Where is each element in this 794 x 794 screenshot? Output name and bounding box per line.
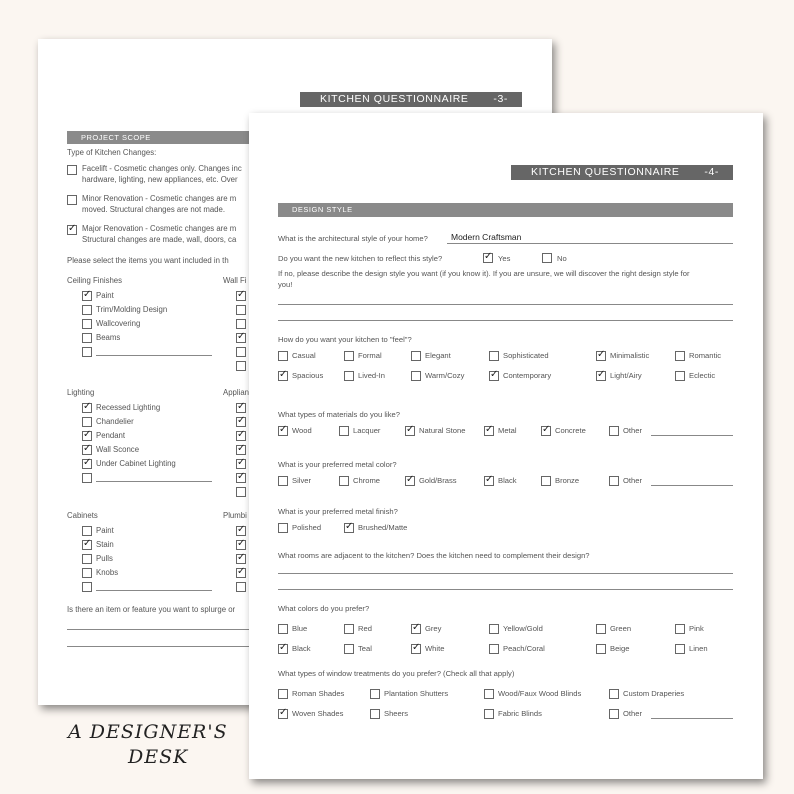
window-label-sheers: Sheers	[384, 709, 409, 718]
lighting-checkbox-wall-sconce[interactable]	[82, 445, 92, 455]
feel-checkbox-romantic[interactable]	[675, 351, 685, 361]
feel-label-sophisticated: Sophisticated	[503, 351, 549, 360]
feel-label-formal: Formal	[358, 351, 382, 360]
material-label-concrete: Concrete	[555, 426, 586, 435]
ceiling-label-paint: Paint	[96, 291, 114, 300]
architecture-answer-line	[447, 243, 733, 244]
window-checkbox-woven-shades[interactable]	[278, 709, 288, 719]
page-4-title: KITCHEN QUESTIONNAIRE	[531, 166, 680, 178]
reflect-no-checkbox[interactable]	[542, 253, 552, 263]
color-checkbox-linen[interactable]	[675, 644, 685, 654]
feel-checkbox-lived-in[interactable]	[344, 371, 354, 381]
feel-label-casual: Casual	[292, 351, 316, 360]
metal-color-label-bronze: Bronze	[555, 476, 580, 485]
color-checkbox-pink[interactable]	[675, 624, 685, 634]
describe-style-question: If no, please describe the design style you want (if you know it). If you are unsure, we will discover the right design style for	[278, 269, 690, 278]
metal-color-label-other: Other	[623, 476, 642, 485]
color-checkbox-beige[interactable]	[596, 644, 606, 654]
lighting-other-line[interactable]	[96, 481, 212, 482]
architecture-answer[interactable]: Modern Craftsman	[451, 232, 522, 242]
color-label-green: Green	[610, 624, 632, 633]
metal-color-checkbox-gold-brass[interactable]	[405, 476, 415, 486]
window-checkbox-roman-shades[interactable]	[278, 689, 288, 699]
color-checkbox-black[interactable]	[278, 644, 288, 654]
feel-question: How do you want your kitchen to "feel"?	[278, 335, 412, 344]
color-label-black: Black	[292, 644, 311, 653]
color-label-beige: Beige	[610, 644, 630, 653]
material-label-wood: Wood	[292, 426, 312, 435]
feel-label-spacious: Spacious	[292, 371, 324, 380]
window-treatments-question: What types of window treatments do you prefer? (Check all that apply)	[278, 669, 515, 678]
ceiling-label-wallcovering: Wallcovering	[96, 319, 141, 328]
material-checkbox-natural-stone[interactable]	[405, 426, 415, 436]
select-items-prompt: Please select the items you want included in th	[67, 256, 229, 265]
feel-checkbox-formal[interactable]	[344, 351, 354, 361]
cabinets-label-knobs: Knobs	[96, 568, 119, 577]
metal-color-label-chrome: Chrome	[353, 476, 381, 485]
color-checkbox-teal[interactable]	[344, 644, 354, 654]
ceiling-other-line[interactable]	[96, 355, 212, 356]
page-4-title-bar	[511, 165, 733, 180]
appliance-heading: Applian	[223, 388, 250, 397]
metal-color-checkbox-bronze[interactable]	[541, 476, 551, 486]
feel-label-minimalistic: Minimalistic	[610, 351, 650, 360]
finish-checkbox-brushed-matte[interactable]	[344, 523, 354, 533]
describe-answer-line-1[interactable]	[278, 304, 733, 305]
change-facelift-line2: hardware, lighting, new appliances, etc. Over	[82, 175, 238, 184]
window-checkbox-custom-draperies[interactable]	[609, 689, 619, 699]
reflect-style-question: Do you want the new kitchen to reflect this style?	[278, 254, 443, 263]
colors-question: What colors do you prefer?	[278, 604, 370, 613]
ceiling-label-beams: Beams	[96, 333, 121, 342]
appliance-checkbox[interactable]	[236, 487, 246, 497]
material-label-lacquer: Lacquer	[353, 426, 381, 435]
material-checkbox-wood[interactable]	[278, 426, 288, 436]
window-label-plantation-shutters: Plantation Shutters	[384, 689, 449, 698]
finish-checkbox-polished[interactable]	[278, 523, 288, 533]
describe-style-question-cont: you!	[278, 280, 293, 289]
metal-finish-question: What is your preferred metal finish?	[278, 507, 398, 516]
material-label-other: Other	[623, 426, 642, 435]
page-3-title-bar	[300, 92, 522, 107]
splurge-prompt: Is there an item or feature you want to splurge or	[67, 605, 236, 614]
ceiling-checkbox-wallcovering[interactable]	[82, 319, 92, 329]
material-checkbox-lacquer[interactable]	[339, 426, 349, 436]
material-checkbox-other[interactable]	[609, 426, 619, 436]
page-4-number: -4-	[704, 166, 719, 178]
cabinets-heading: Cabinets	[67, 511, 98, 520]
wall-checkbox[interactable]	[236, 319, 246, 329]
appliance-checkbox[interactable]	[236, 445, 246, 455]
plumbing-checkbox[interactable]	[236, 582, 246, 592]
window-label-roman-shades: Roman Shades	[292, 689, 345, 698]
color-label-grey: Grey	[425, 624, 442, 633]
change-minor-line1: Minor Renovation - Cosmetic changes are m	[82, 194, 237, 203]
appliance-checkbox[interactable]	[236, 473, 246, 483]
lighting-checkbox-pendant[interactable]	[82, 431, 92, 441]
change-major-line2: Structural changes are made, wall, doors, ca	[82, 235, 237, 244]
page-3-section-title: PROJECT SCOPE	[81, 133, 151, 142]
ceiling-checkbox-blank[interactable]	[82, 347, 92, 357]
feel-checkbox-sophisticated[interactable]	[489, 351, 499, 361]
reflect-no-label: No	[557, 254, 567, 263]
metal-color-checkbox-silver[interactable]	[278, 476, 288, 486]
color-label-teal: Teal	[358, 644, 372, 653]
cabinets-checkbox-pulls[interactable]	[82, 554, 92, 564]
ceiling-checkbox-paint[interactable]	[82, 291, 92, 301]
feel-label-lived-in: Lived-In	[358, 371, 386, 380]
metal-color-checkbox-other[interactable]	[609, 476, 619, 486]
cabinets-checkbox-blank[interactable]	[82, 582, 92, 592]
metal-color-label-black: Black	[498, 476, 517, 485]
feel-label-elegant: Elegant	[425, 351, 451, 360]
color-checkbox-green[interactable]	[596, 624, 606, 634]
wall-checkbox[interactable]	[236, 333, 246, 343]
color-label-pink: Pink	[689, 624, 704, 633]
feel-checkbox-minimalistic[interactable]	[596, 351, 606, 361]
lighting-label-pendant: Pendant	[96, 431, 126, 440]
window-checkbox-wood-faux-wood-blinds[interactable]	[484, 689, 494, 699]
change-checkbox-minor[interactable]	[67, 195, 77, 205]
feel-label-light-airy: Light/Airy	[610, 371, 642, 380]
color-label-white: White	[425, 644, 445, 653]
window-label-wood-faux-wood-blinds: Wood/Faux Wood Blinds	[498, 689, 582, 698]
design-style-section-bar	[278, 203, 733, 217]
feel-checkbox-elegant[interactable]	[411, 351, 421, 361]
wall-checkbox[interactable]	[236, 361, 246, 371]
lighting-checkbox-under-cabinet-lighting[interactable]	[82, 459, 92, 469]
appliance-checkbox[interactable]	[236, 417, 246, 427]
rooms-answer-line-1[interactable]	[278, 573, 733, 574]
feel-checkbox-light-airy[interactable]	[596, 371, 606, 381]
lighting-heading: Lighting	[67, 388, 95, 397]
color-checkbox-peach-coral[interactable]	[489, 644, 499, 654]
color-checkbox-white[interactable]	[411, 644, 421, 654]
materials-question: What types of materials do you like?	[278, 410, 400, 419]
splurge-answer-line[interactable]	[67, 629, 257, 630]
lighting-checkbox-blank[interactable]	[82, 473, 92, 483]
change-checkbox-facelift[interactable]	[67, 165, 77, 175]
material-label-metal: Metal	[498, 426, 517, 435]
reflect-yes-checkbox[interactable]	[483, 253, 493, 263]
appliance-checkbox[interactable]	[236, 459, 246, 469]
plumbing-checkbox[interactable]	[236, 554, 246, 564]
cabinets-checkbox-stain[interactable]	[82, 540, 92, 550]
change-checkbox-major[interactable]	[67, 225, 77, 235]
page-3-section-bar	[67, 131, 267, 144]
color-checkbox-grey[interactable]	[411, 624, 421, 634]
metal-color-label-silver: Silver	[292, 476, 311, 485]
window-checkbox-fabric-blinds[interactable]	[484, 709, 494, 719]
ceiling-label-trim-molding-design: Trim/Molding Design	[96, 305, 168, 314]
lighting-label-under-cabinet-lighting: Under Cabinet Lighting	[96, 459, 176, 468]
brand-line-2: DESK	[128, 746, 189, 768]
cabinets-label-paint: Paint	[96, 526, 114, 535]
lighting-label-recessed-lighting: Recessed Lighting	[96, 403, 161, 412]
questionnaire-page-4	[249, 113, 763, 779]
window-checkbox-other[interactable]	[609, 709, 619, 719]
page-3-title: KITCHEN QUESTIONNAIRE	[320, 93, 469, 105]
feel-label-warm-cozy: Warm/Cozy	[425, 371, 465, 380]
feel-label-eclectic: Eclectic	[689, 371, 716, 380]
lighting-label-chandelier: Chandelier	[96, 417, 134, 426]
window-label-custom-draperies: Custom Draperies	[623, 689, 685, 698]
material-label-natural-stone: Natural Stone	[419, 426, 466, 435]
window-label-woven-shades: Woven Shades	[292, 709, 344, 718]
plumbing-checkbox[interactable]	[236, 526, 246, 536]
window-label-fabric-blinds: Fabric Blinds	[498, 709, 542, 718]
materials-other-line[interactable]	[651, 435, 733, 436]
plumbing-heading: Plumbi	[223, 511, 247, 520]
wall-checkbox[interactable]	[236, 291, 246, 301]
wall-checkbox[interactable]	[236, 305, 246, 315]
cabinets-other-line[interactable]	[96, 590, 212, 591]
color-label-linen: Linen	[689, 644, 708, 653]
appliance-checkbox[interactable]	[236, 403, 246, 413]
feel-checkbox-warm-cozy[interactable]	[411, 371, 421, 381]
describe-answer-line-2[interactable]	[278, 320, 733, 321]
lighting-label-wall-sconce: Wall Sconce	[96, 445, 140, 454]
window-checkbox-sheers[interactable]	[370, 709, 380, 719]
change-minor-line2: moved. Structural changes are not made.	[82, 205, 226, 214]
rooms-answer-line-2[interactable]	[278, 589, 733, 590]
change-major-line1: Major Renovation - Cosmetic changes are m	[82, 224, 237, 233]
adjacent-rooms-question: What rooms are adjacent to the kitchen? Does the kitchen need to complement their design?	[278, 551, 590, 560]
color-label-peach-coral: Peach/Coral	[503, 644, 545, 653]
cabinets-label-stain: Stain	[96, 540, 114, 549]
metal-color-question: What is your preferred metal color?	[278, 460, 397, 469]
ceiling-checkbox-trim-molding-design[interactable]	[82, 305, 92, 315]
finish-label-polished: Polished	[292, 523, 322, 532]
cabinets-checkbox-knobs[interactable]	[82, 568, 92, 578]
cabinets-checkbox-paint[interactable]	[82, 526, 92, 536]
window-label-other: Other	[623, 709, 642, 718]
metal-color-checkbox-chrome[interactable]	[339, 476, 349, 486]
cabinets-label-pulls: Pulls	[96, 554, 113, 563]
brand-line-1: A DESIGNER'S	[68, 721, 228, 743]
plumbing-checkbox[interactable]	[236, 568, 246, 578]
color-label-red: Red	[358, 624, 372, 633]
material-checkbox-metal[interactable]	[484, 426, 494, 436]
lighting-checkbox-chandelier[interactable]	[82, 417, 92, 427]
feel-checkbox-casual[interactable]	[278, 351, 288, 361]
plumbing-checkbox[interactable]	[236, 540, 246, 550]
metal-color-label-gold-brass: Gold/Brass	[419, 476, 457, 485]
splurge-answer-line-2[interactable]	[67, 646, 257, 647]
finish-label-brushed-matte: Brushed/Matte	[358, 523, 408, 532]
feel-checkbox-spacious[interactable]	[278, 371, 288, 381]
ceiling-heading: Ceiling Finishes	[67, 276, 123, 285]
lighting-checkbox-recessed-lighting[interactable]	[82, 403, 92, 413]
ceiling-checkbox-beams[interactable]	[82, 333, 92, 343]
reflect-yes-label: Yes	[498, 254, 511, 263]
metal-color-other-line[interactable]	[651, 485, 733, 486]
material-checkbox-concrete[interactable]	[541, 426, 551, 436]
feel-label-contemporary: Contemporary	[503, 371, 552, 380]
color-label-blue: Blue	[292, 624, 308, 633]
window-other-line[interactable]	[651, 718, 733, 719]
feel-checkbox-contemporary[interactable]	[489, 371, 499, 381]
color-checkbox-red[interactable]	[344, 624, 354, 634]
appliance-checkbox[interactable]	[236, 431, 246, 441]
wall-heading: Wall Fi	[223, 276, 247, 285]
architecture-question: What is the architectural style of your home?	[278, 234, 428, 243]
window-checkbox-plantation-shutters[interactable]	[370, 689, 380, 699]
color-checkbox-yellow-gold[interactable]	[489, 624, 499, 634]
change-facelift-line1: Facelift - Cosmetic changes only. Changes inc	[82, 164, 242, 173]
feel-checkbox-eclectic[interactable]	[675, 371, 685, 381]
wall-checkbox[interactable]	[236, 347, 246, 357]
type-of-changes-heading: Type of Kitchen Changes:	[67, 148, 157, 157]
design-style-title: DESIGN STYLE	[292, 205, 353, 214]
color-label-yellow-gold: Yellow/Gold	[503, 624, 543, 633]
feel-label-romantic: Romantic	[689, 351, 722, 360]
page-3-number: -3-	[493, 93, 508, 105]
color-checkbox-blue[interactable]	[278, 624, 288, 634]
metal-color-checkbox-black[interactable]	[484, 476, 494, 486]
